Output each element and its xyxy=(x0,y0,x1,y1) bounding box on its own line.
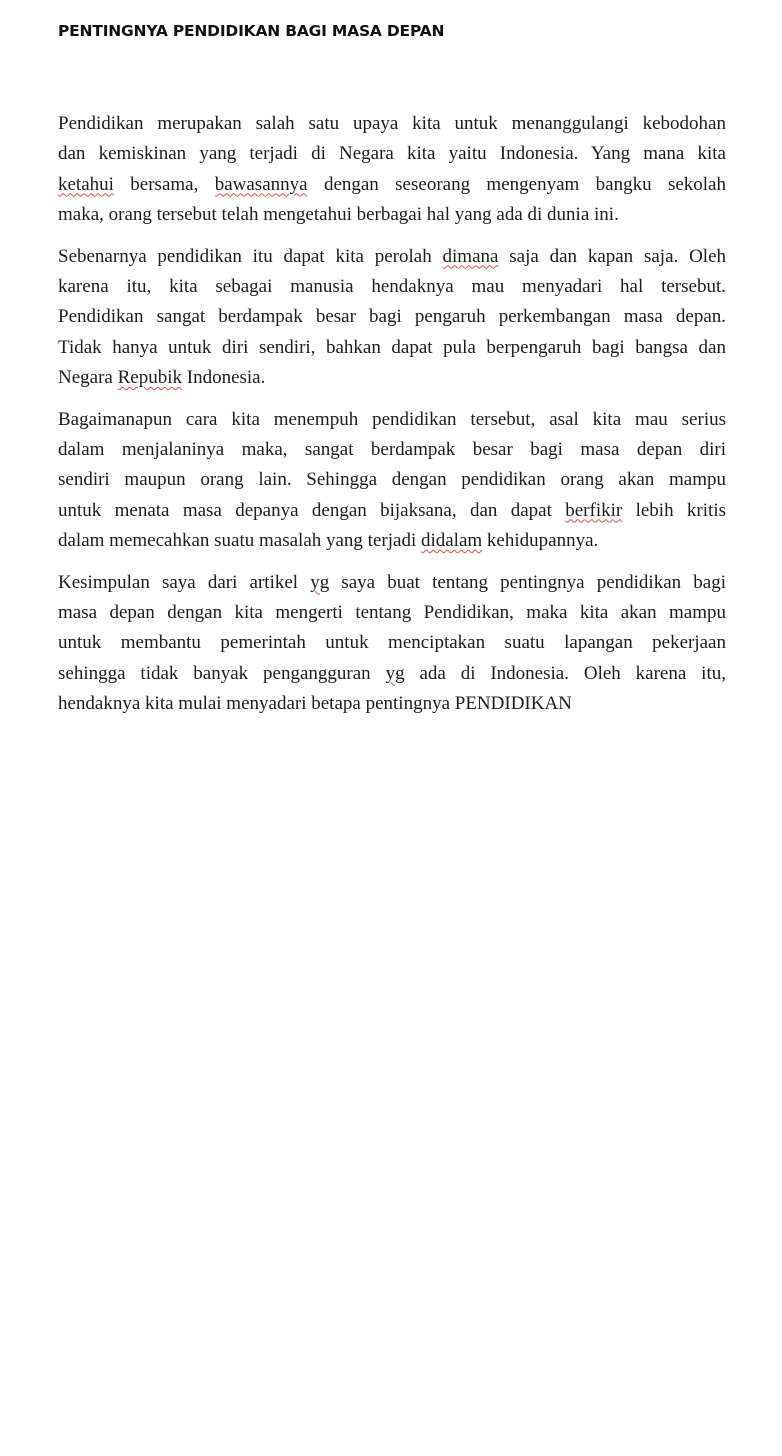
text-run: masa depan dengan kita mengerti tentang Pendidikan, maka kita akan mampu xyxy=(58,601,726,623)
text-run: dengan seseorang mengenyam bangku sekolah xyxy=(307,173,726,195)
text-run: kehidupannya. xyxy=(482,529,599,551)
misspelled-word[interactable]: berfikir xyxy=(565,499,623,521)
text-line xyxy=(58,496,726,526)
text-line xyxy=(58,526,726,556)
text-line xyxy=(58,109,726,139)
text-run: saja dan kapan saja. Oleh xyxy=(498,245,727,267)
text-run: dalam menjalaninya maka, sangat berdampak besar bagi masa depan diri xyxy=(58,438,726,460)
document-title: PENTINGNYA PENDIDIKAN BAGI MASA DEPAN xyxy=(58,22,445,40)
text-line xyxy=(58,465,726,495)
paragraph-3 xyxy=(58,405,726,556)
text-run: ada di Indonesia. Oleh karena itu, xyxy=(404,662,726,684)
misspelled-word[interactable]: dimana xyxy=(442,245,499,267)
text-run: sendiri maupun orang lain. Sehingga dengan pendidikan orang akan mampu xyxy=(58,469,726,491)
text-run: Kesimpulan saya dari artikel xyxy=(58,571,311,593)
text-line xyxy=(58,598,726,628)
text-line xyxy=(58,272,726,302)
text-line xyxy=(58,405,726,435)
paragraph-1 xyxy=(58,109,726,230)
text-line xyxy=(58,659,726,689)
misspelled-word[interactable]: Repubik xyxy=(117,366,182,388)
text-run: Negara xyxy=(58,366,118,388)
misspelled-word[interactable]: bawasannya xyxy=(214,173,308,195)
misspelled-word[interactable]: yg xyxy=(385,662,405,684)
paragraph-2 xyxy=(58,242,726,393)
text-line xyxy=(58,302,726,332)
text-line xyxy=(58,242,726,272)
text-line xyxy=(58,689,726,719)
text-run: dan kemiskinan yang terjadi di Negara kita yaitu Indonesia. Yang mana kita xyxy=(58,143,726,165)
text-run: hendaknya kita mulai menyadari betapa pentingnya PENDIDIKAN xyxy=(58,692,572,714)
text-run: Pendidikan sangat berdampak besar bagi pengaruh perkembangan masa depan. xyxy=(58,306,726,328)
text-line xyxy=(58,628,726,658)
text-run: Pendidikan merupakan salah satu upaya kita untuk menanggulangi kebodohan xyxy=(58,113,726,134)
text-run: dalam memecahkan suatu masalah yang terjadi xyxy=(58,529,421,551)
text-line xyxy=(58,363,726,393)
text-line xyxy=(58,200,726,230)
text-run: maka, orang tersebut telah mengetahui berbagai hal yang ada di dunia ini. xyxy=(58,203,619,225)
text-run: saya buat tentang pentingnya pendidikan bagi xyxy=(329,571,726,593)
text-run: untuk membantu pemerintah untuk menciptakan suatu lapangan pekerjaan xyxy=(58,632,726,654)
text-run: bersama, xyxy=(113,173,215,195)
paragraph-4 xyxy=(58,568,726,719)
text-line xyxy=(58,170,726,200)
text-line xyxy=(58,568,726,598)
text-run: Sebenarnya pendidikan itu dapat kita perolah xyxy=(58,245,443,267)
text-run: sehingga tidak banyak pengangguran xyxy=(58,662,386,684)
text-line xyxy=(58,139,726,169)
misspelled-word[interactable]: yg xyxy=(310,571,330,593)
text-run: karena itu, kita sebagai manusia hendaknya mau menyadari hal tersebut. xyxy=(58,275,726,297)
text-run: Indonesia. xyxy=(182,366,266,388)
text-run: untuk menata masa depanya dengan bijaksana, dan dapat xyxy=(58,499,566,521)
text-run: Bagaimanapun cara kita menempuh pendidikan tersebut, asal kita mau serius xyxy=(58,408,726,430)
misspelled-word[interactable]: ketahui xyxy=(58,173,114,195)
text-run: Tidak hanya untuk diri sendiri, bahkan dapat pula berpengaruh bagi bangsa dan xyxy=(58,336,726,358)
document-body xyxy=(58,109,726,731)
text-run: lebih kritis xyxy=(622,499,726,521)
misspelled-word[interactable]: didalam xyxy=(420,529,483,551)
text-line xyxy=(58,435,726,465)
text-line xyxy=(58,333,726,363)
